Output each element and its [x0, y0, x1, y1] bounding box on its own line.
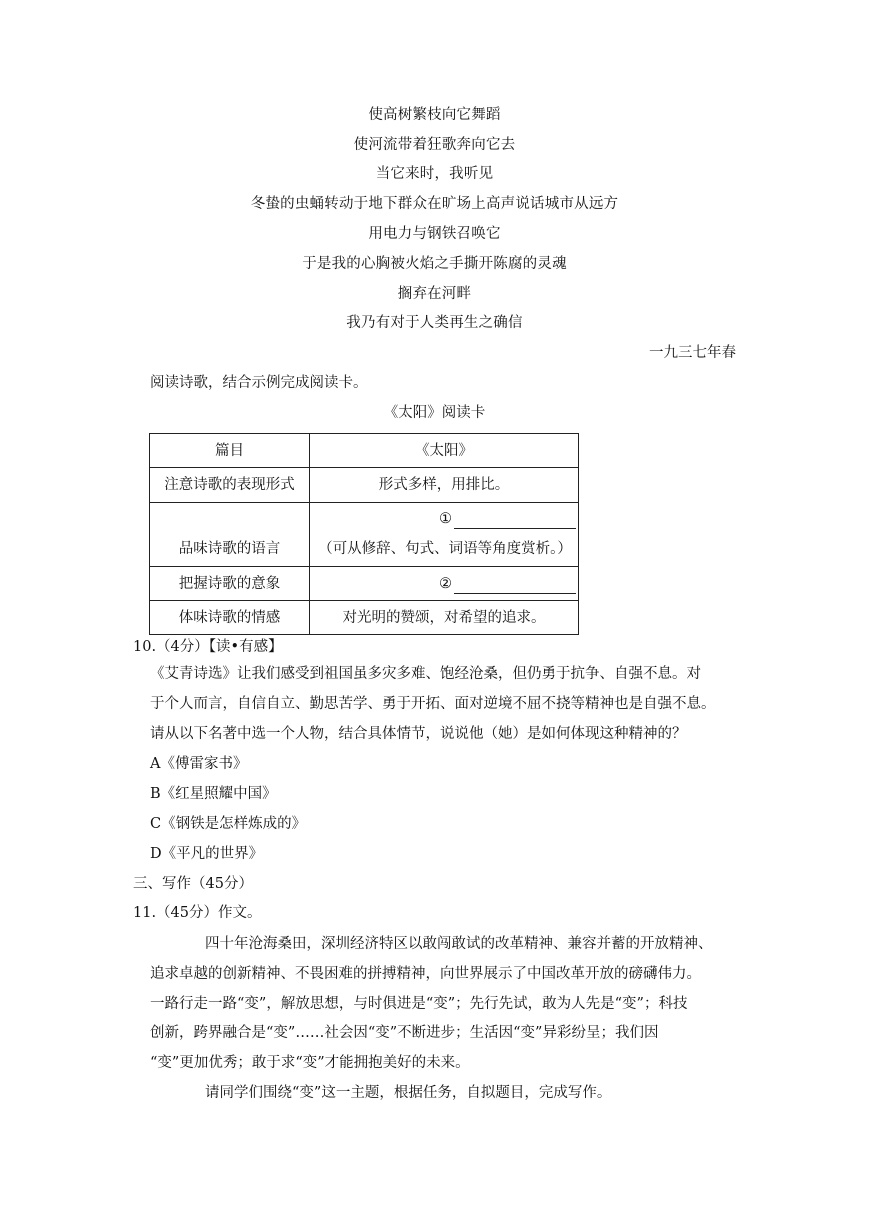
option-c: C《钢铁是怎样炼成的》 [150, 816, 307, 832]
poem-line-8: 我乃有对于人类再生之确信 [346, 315, 523, 331]
answer-blank-2[interactable] [310, 574, 578, 594]
question-10-heading: 10.（4分）【读•有感】 [133, 639, 283, 655]
card-row-form [150, 468, 579, 503]
card-row-content: 对光明的赞颂，对希望的追求。 [310, 601, 579, 635]
card-row-emotion [150, 601, 579, 635]
poem-line-4: 冬蛰的虫蛹转动于地下群众在旷场上高声说话城市从远方 [250, 196, 619, 212]
question-10-line-3: 请从以下名著中选一个人物，结合具体情节，说说他（她）是如何体现这种精神的？ [150, 726, 687, 742]
section-3-heading: 三、写作（45分） [133, 876, 253, 892]
card-row-label: 品味诗歌的语言 [150, 503, 310, 567]
poem-line-2: 使河流带着狂歌奔向它去 [353, 137, 516, 153]
option-b: B《红星照耀中国》 [150, 786, 277, 802]
blank-underline [454, 512, 576, 529]
card-row-title [150, 434, 579, 468]
option-d: D《平凡的世界》 [150, 846, 264, 862]
reading-card-title: 《太阳》阅读卡 [383, 405, 486, 421]
question-10-line-1: 《艾青诗选》让我们感受到祖国虽多灾多难、饱经沧桑，但仍勇于抗争、自强不息。对 [150, 666, 701, 682]
poem-line-7: 搁弃在河畔 [397, 286, 472, 302]
card-row-label: 注意诗歌的表现形式 [150, 468, 310, 503]
question-11-line-4: 创新，跨界融合是“变”……社会因“变”不断进步；生活因“变”异彩纷呈；我们因 [150, 1025, 659, 1041]
card-row-content-cell [310, 567, 579, 601]
question-11-line-5: “变”更加优秀；敢于求“变”才能拥抱美好的未来。 [150, 1055, 470, 1071]
poem-line-3: 当它来时，我听见 [375, 166, 494, 182]
card-row-imagery [150, 567, 579, 601]
question-11-line-3: 一路行走一路“变”，解放思想，与时俱进是“变”；先行先试，敢为人先是“变”；科技 [150, 996, 688, 1012]
question-11-heading: 11.（45分）作文。 [133, 905, 262, 921]
blank-marker: ① [439, 511, 452, 527]
card-row-label: 体味诗歌的情感 [150, 601, 310, 635]
card-row-content-cell [310, 503, 579, 567]
poem-line-1: 使高树繁枝向它舞蹈 [368, 107, 501, 123]
poem-line-6: 于是我的心胸被火焰之手撕开陈腐的灵魂 [302, 256, 567, 272]
reading-instruction: 阅读诗歌，结合示例完成阅读卡。 [150, 375, 368, 391]
question-11-line-2: 追求卓越的创新精神、不畏困难的拼搏精神，向世界展示了中国改革开放的磅礴伟力。 [150, 966, 701, 982]
question-11-task: 请同学们围绕“变”这一主题，根据任务，自拟题目，完成写作。 [205, 1085, 612, 1101]
card-row-hint: （可从修辞、句式、词语等角度赏析。） [318, 541, 572, 557]
poem-line-5: 用电力与钢铁召唤它 [368, 226, 501, 242]
blank-underline [454, 577, 576, 594]
poem-date: 一九三七年春 [649, 345, 736, 361]
reading-card-table [149, 433, 579, 635]
question-11-line-1: 四十年沧海桑田，深圳经济特区以敢闯敢试的改革精神、兼容并蓄的开放精神、 [205, 936, 713, 952]
card-row-content: 《太阳》 [310, 434, 579, 468]
card-row-label: 把握诗歌的意象 [150, 567, 310, 601]
blank-marker: ② [439, 575, 452, 592]
option-a: A《傅雷家书》 [150, 756, 248, 772]
answer-blank-1[interactable] [310, 503, 578, 531]
card-row-label: 篇目 [150, 434, 310, 468]
card-row-language [150, 503, 579, 567]
card-row-content: 形式多样，用排比。 [310, 468, 579, 503]
question-10-line-2: 于个人而言，自信自立、勤思苦学、勇于开拓、面对逆境不屈不挠等精神也是自强不息。 [150, 696, 716, 712]
